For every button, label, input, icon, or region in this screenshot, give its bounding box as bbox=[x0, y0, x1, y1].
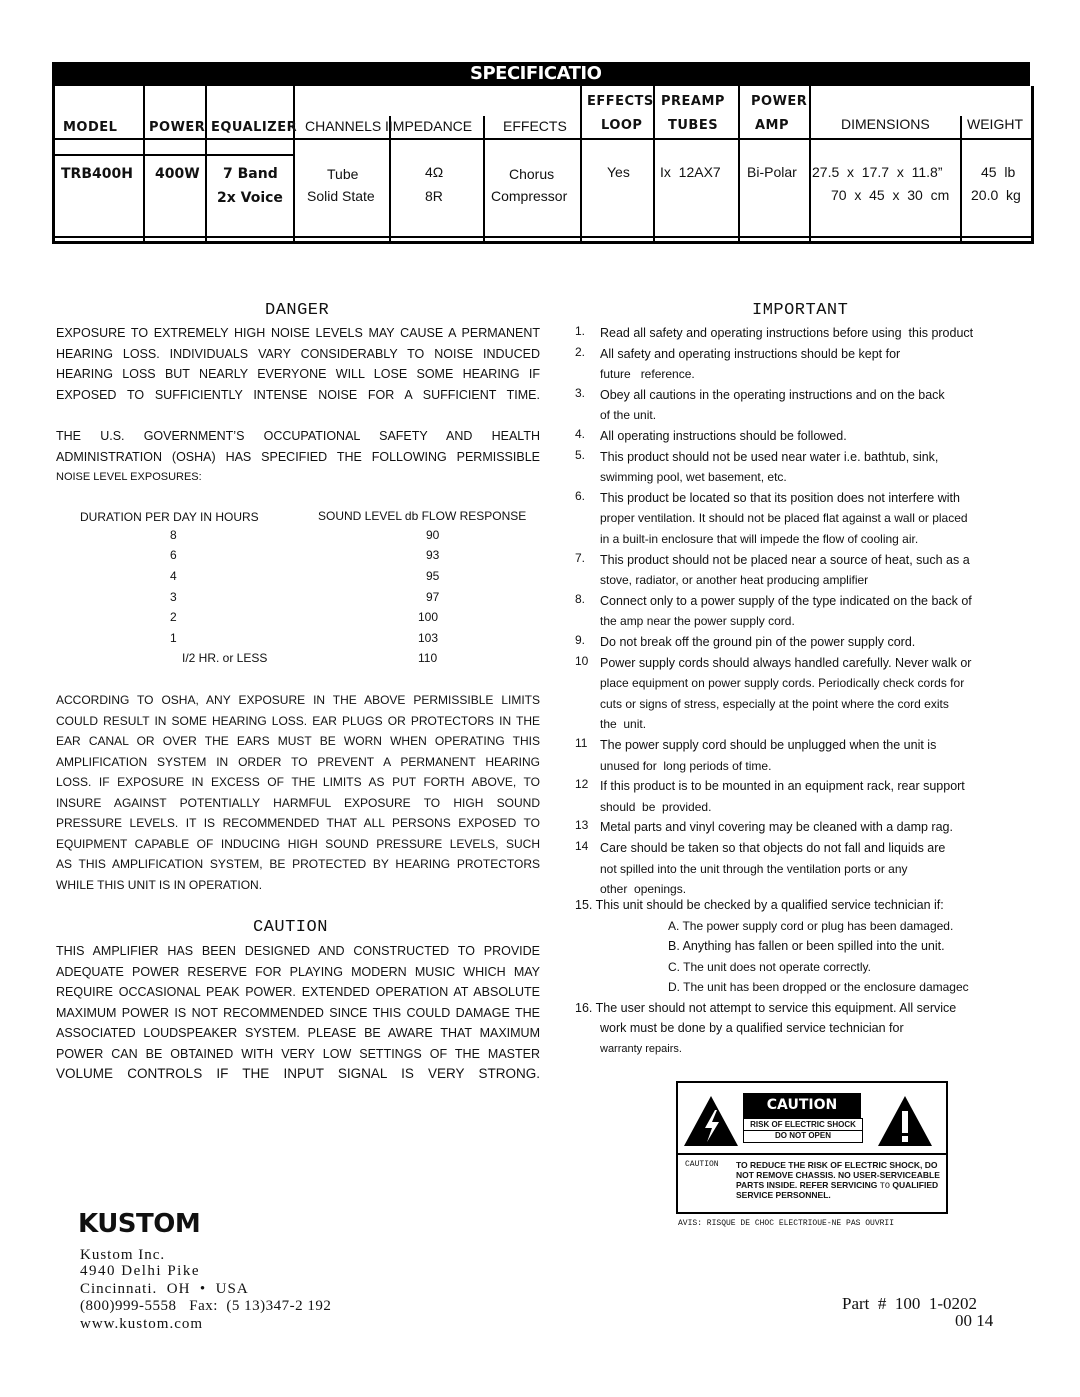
important-item-text: If this product is to be mounted in an equipment rack, rear support bbox=[600, 779, 965, 794]
label-risk-line-1: RISK OF ELECTRIC SHOCK bbox=[750, 1120, 856, 1129]
label-text-2: NOT REMOVE CHASSIS. NO USER-SERVICEABLE bbox=[736, 1170, 940, 1180]
noise-hours: 2 bbox=[170, 610, 177, 624]
cell-channels-1: Tube bbox=[327, 166, 359, 182]
noise-db: 97 bbox=[426, 590, 440, 604]
header-divider bbox=[55, 138, 1031, 140]
noise-hours: 8 bbox=[170, 528, 177, 542]
noise-db: 93 bbox=[426, 548, 440, 562]
important-item-number: 5. bbox=[575, 447, 586, 462]
text-line: PRESSURE LEVELS. IT IS RECOMMENDED THAT ALL PERSONS EXPOSED TO bbox=[56, 816, 540, 830]
cell-loop: Yes bbox=[607, 164, 630, 180]
important-item-text: Connect only to a power supply of the type indicated on the back of bbox=[600, 593, 972, 608]
header-channels: CHANNELS bbox=[305, 118, 382, 134]
header-effects-loop-2: LOOP bbox=[601, 118, 643, 133]
text-line: EAR CANAL OR OVER THE EARS MUST BE WORN WHEN OPERATING THIS bbox=[56, 734, 540, 748]
sub-item-c: C. The unit does not operate correctly. bbox=[668, 960, 871, 974]
noise-hours: 6 bbox=[170, 548, 177, 562]
text-line: ADMINISTRATION (OSHA) HAS SPECIFIED THE FOLLOWING PERMISSIBLE bbox=[56, 449, 540, 464]
spec-title: SPECIFICATIO bbox=[470, 63, 602, 84]
important-item-number: 8. bbox=[575, 591, 586, 606]
important-item-text: Power supply cords should always handled carefully. Never walk or bbox=[600, 655, 972, 670]
cell-power: 400W bbox=[155, 166, 200, 182]
cell-tubes: Ix 12AX7 bbox=[660, 164, 721, 180]
sub-item-b: B. Anything has fallen or been spilled into the unit. bbox=[668, 939, 945, 953]
text-line: THIS AMPLIFIER HAS BEEN DESIGNED AND CONSTRUCTED TO PROVIDE bbox=[56, 944, 540, 958]
text-line: COULD RESULT IN SOME HEARING LOSS. EAR PLUGS OR PROTECTORS IN THE bbox=[56, 713, 540, 728]
label-text-3a: PARTS INSIDE. REFER SERVICING bbox=[736, 1180, 878, 1190]
cell-dimensions-2: 70 x 45 x 30 cm bbox=[831, 187, 950, 203]
danger-paragraph-1 bbox=[56, 323, 540, 405]
col-divider bbox=[389, 116, 391, 241]
important-item-text: All safety and operating instructions should be kept for bbox=[600, 346, 901, 361]
important-item-text: Metal parts and vinyl covering may be cleaned with a damp rag. bbox=[600, 820, 953, 835]
important-item-number: 3. bbox=[575, 385, 586, 400]
noise-db: 90 bbox=[426, 528, 440, 542]
text-line: LOSS. IF EXPOSURE IN EXCESS OF THE LIMITS AS PUT FORTH ABOVE, TO bbox=[56, 775, 540, 789]
noise-hours: 1 bbox=[170, 631, 177, 645]
label-text-4: SERVICE PERSONNEL. bbox=[736, 1190, 831, 1200]
cell-eq-1: 7 Band bbox=[223, 166, 278, 182]
noise-table-head-right: SOUND LEVEL db FLOW RESPONSE bbox=[318, 509, 527, 523]
text-line: EQUIPMENT CAPABLE OF INDUCING HIGH SOUND PRESSURE LEVELS, SUCH bbox=[56, 836, 540, 851]
text-line: ACCORDING TO OSHA, ANY EXPOSURE IN THE ABOVE PERMISSIBLE LIMITS bbox=[56, 693, 540, 707]
sub-item-d: D. The unit has been dropped or the enclosure damagec bbox=[668, 980, 969, 994]
important-item-text: in a built-in enclosure that will impede the flow of cooling air. bbox=[600, 532, 919, 546]
important-item-number: 4. bbox=[575, 427, 586, 441]
col-divider bbox=[653, 86, 655, 241]
caution-heading: CAUTION bbox=[253, 918, 328, 937]
text-line: HEARING LOSS. INDIVIDUALS VARY CONSIDERABLY TO NOISE INDUCED bbox=[56, 346, 540, 361]
header-power-amp: POWER bbox=[751, 94, 808, 109]
important-item-number: 7. bbox=[575, 550, 586, 565]
text-line: MAXIMUM POWER IS NOT RECOMMENDED SINCE THIS COULD DAMAGE THE bbox=[56, 1005, 540, 1020]
important-item-text: not spilled into the unit through the ventilation ports or any bbox=[600, 861, 908, 876]
text-line: EXPOSED TO SUFFICIENTLY INTENSE NOISE FOR A SUFFICIENT TIME. bbox=[56, 387, 540, 402]
noise-table-head-left: DURATION PER DAY IN HOURS bbox=[80, 510, 259, 524]
spec-table bbox=[52, 86, 1034, 244]
important-item-text: the amp near the power supply cord. bbox=[600, 614, 795, 629]
col-divider bbox=[960, 116, 962, 241]
important-item-number: 13 bbox=[575, 818, 589, 833]
important-item-text: Care should be taken so that objects do not fall and liquids are bbox=[600, 841, 946, 855]
important-item-16-line-3: warranty repairs. bbox=[600, 1043, 682, 1055]
col-divider bbox=[293, 86, 295, 241]
important-item-number: 6. bbox=[575, 488, 586, 503]
cell-impedance-1: 4Ω bbox=[425, 164, 444, 180]
label-text-3b: TO bbox=[879, 1181, 890, 1191]
important-item-text: should be provided. bbox=[600, 799, 712, 814]
col-divider bbox=[738, 86, 740, 241]
header-dimensions: DIMENSIONS bbox=[841, 116, 930, 132]
important-item-text: Do not break off the ground pin of the power supply cord. bbox=[600, 635, 916, 649]
text-line: REQUIRE OCCASIONAL PEAK POWER. EXTENDED OPERATION AT ABSOLUTE bbox=[56, 985, 540, 999]
danger-heading: DANGER bbox=[265, 301, 330, 320]
address-company: Kustom Inc. bbox=[80, 1247, 166, 1263]
kustom-logo: KUSTOM bbox=[78, 1209, 201, 1239]
cell-impedance-2: 8R bbox=[425, 188, 443, 204]
cell-effects-1: Chorus bbox=[509, 166, 555, 182]
important-item-text: swimming pool, wet basement, etc. bbox=[600, 470, 787, 485]
noise-db: 110 bbox=[418, 651, 438, 665]
col-divider bbox=[205, 86, 207, 241]
noise-db: 95 bbox=[426, 569, 440, 583]
text-line: HEARING LOSS BUT NEARLY EVERYONE WILL LOSE SOME HEARING IF bbox=[56, 367, 540, 381]
cell-dimensions-1: 27.5 x 17.7 x 11.8” bbox=[812, 164, 943, 180]
important-item-text: stove, radiator, or another heat producing amplifier bbox=[600, 573, 869, 588]
important-item-16: 16. The user should not attempt to service this equipment. All service bbox=[575, 1001, 957, 1015]
important-item-text: All operating instructions should be followed. bbox=[600, 429, 847, 443]
noise-hours: I/2 HR. or LESS bbox=[182, 651, 268, 665]
header-power: POWER bbox=[149, 120, 206, 135]
important-item-number: 11 bbox=[575, 736, 588, 750]
header-model: MODEL bbox=[63, 120, 118, 135]
header-effects: EFFECTS bbox=[503, 118, 567, 134]
important-item-text: the unit. bbox=[600, 717, 647, 732]
important-item-number: 9. bbox=[575, 633, 586, 647]
text-line: VOLUME CONTROLS IF THE INPUT SIGNAL IS VERY STRONG. bbox=[56, 1066, 540, 1081]
important-item-16-line-2: work must be done by a qualified service technician for bbox=[600, 1021, 904, 1035]
label-text-1: TO REDUCE THE RISK OF ELECTRIC SHOCK, DO bbox=[736, 1160, 938, 1170]
cell-weight-2: 20.0 kg bbox=[971, 187, 1021, 203]
part-number-2: 00 14 bbox=[955, 1311, 994, 1330]
cell-effects-2: Compressor bbox=[491, 188, 568, 204]
important-item-text: This product be located so that its position does not interfere with bbox=[600, 490, 960, 505]
important-item-text: Obey all cautions in the operating instructions and on the back bbox=[600, 387, 945, 402]
important-item-text: future reference. bbox=[600, 367, 695, 382]
text-line: EXPOSURE TO EXTREMELY HIGH NOISE LEVELS MAY CAUSE A PERMANENT bbox=[56, 326, 540, 340]
important-item-15: 15. This unit should be checked by a qualified service technician if: bbox=[575, 898, 944, 912]
label-caution-title: CAUTION bbox=[743, 1093, 861, 1118]
header-effects-loop: EFFECTS bbox=[587, 94, 654, 109]
cell-amp: Bi-Polar bbox=[747, 164, 797, 180]
danger-paragraph-3 bbox=[56, 690, 540, 895]
header-power-amp-2: AMP bbox=[755, 118, 790, 133]
important-item-text: This product should not be used near water i.e. bathtub, sink, bbox=[600, 449, 939, 464]
cell-weight-1: 45 lb bbox=[981, 164, 1016, 180]
important-item-text: unused for long periods of time. bbox=[600, 758, 772, 773]
address-street: 4940 Delhi Pike bbox=[80, 1263, 200, 1279]
sub-item-a: A. The power supply cord or plug has been damaged. bbox=[668, 919, 954, 933]
col-divider bbox=[580, 86, 582, 241]
cell-model: TRB400H bbox=[61, 166, 133, 182]
part-number: Part # 100 1-0202 bbox=[842, 1294, 978, 1313]
label-avis: AVIS: RISQUE DE CHOC ELECTRIOUE-NE PAS OUVRII bbox=[678, 1219, 895, 1228]
label-text-3c: QUALIFIED bbox=[892, 1180, 939, 1190]
important-item-number: 2. bbox=[575, 344, 586, 359]
header-preamp-tubes: TUBES bbox=[668, 118, 719, 133]
text-line: POWER CAN BE OBTAINED WITH VERY LOW SETTINGS OF THE MASTER bbox=[56, 1046, 540, 1061]
col-divider bbox=[809, 86, 811, 241]
text-line: AS THIS AMPLIFICATION SYSTEM, BE PROTECTED BY HEARING PROTECTORS bbox=[56, 857, 540, 871]
address-website[interactable]: www.kustom.com bbox=[80, 1316, 204, 1332]
address-phone: (800)999-5558 Fax: (5 13)347-2 192 bbox=[80, 1298, 332, 1314]
text-line: ADEQUATE POWER RESERVE FOR PLAYING MODERN MUSIC WHICH MAY bbox=[56, 964, 540, 979]
important-item-text: This product should not be placed near a source of heat, such as a bbox=[600, 552, 970, 567]
text-line: INSURE AGAINST POTENTIALLY HARMFUL EXPOSURE TO HIGH SOUND bbox=[56, 795, 540, 810]
label-risk-line-2: DO NOT OPEN bbox=[744, 1130, 862, 1141]
important-item-number: 12 bbox=[575, 777, 589, 792]
important-item-text: The power supply cord should be unplugged when the unit is bbox=[600, 738, 937, 752]
label-caution-small: CAUTION bbox=[685, 1160, 719, 1169]
noise-hours: 4 bbox=[170, 569, 177, 583]
important-item-text: Read all safety and operating instructions before using this product bbox=[600, 326, 974, 340]
header-impedance: IIMPEDANCE bbox=[385, 118, 473, 134]
text-line: ASSOCIATED LOUDSPEAKER SYSTEM. PLEASE BE AWARE THAT MAXIMUM bbox=[56, 1026, 540, 1040]
header-preamp: PREAMP bbox=[661, 94, 725, 109]
label-divider bbox=[676, 1153, 946, 1155]
col-divider bbox=[483, 116, 485, 241]
important-item-text: proper ventilation. It should not be placed flat against a wall or placed bbox=[600, 511, 968, 526]
text-line: WHILE THIS UNIT IS IN OPERATION. bbox=[56, 877, 263, 892]
text-line: NOISE LEVEL EXPOSURES: bbox=[56, 471, 202, 483]
important-item-text: cuts or signs of stress, especially at the point where the cord exits bbox=[600, 696, 949, 711]
important-item-text: place equipment on power supply cords. Periodically check cords for bbox=[600, 676, 965, 691]
caution-paragraph bbox=[56, 941, 540, 1085]
cell-channels-2: Solid State bbox=[307, 188, 375, 204]
text-line: AMPLIFICATION SYSTEM IN ORDER TO PREVENT A PERMANENT HEARING bbox=[56, 754, 540, 769]
important-item-number: 14 bbox=[575, 839, 589, 853]
header-equalizer: EQUALIZER bbox=[211, 120, 298, 135]
danger-paragraph-2 bbox=[56, 426, 540, 488]
important-item-text: of the unit. bbox=[600, 408, 657, 423]
important-heading: IMPORTANT bbox=[752, 301, 849, 320]
noise-hours: 3 bbox=[170, 590, 177, 604]
noise-db: 103 bbox=[418, 631, 439, 645]
label-risk-box bbox=[743, 1118, 863, 1143]
address-city: Cincinnati. OH • USA bbox=[80, 1281, 249, 1297]
exclamation-warning-icon bbox=[876, 1094, 934, 1148]
noise-db: 100 bbox=[418, 610, 439, 624]
text-line: THE U.S. GOVERNMENT’S OCCUPATIONAL SAFETY AND HEALTH bbox=[56, 429, 540, 443]
row-divider bbox=[55, 154, 295, 156]
cell-eq-2: 2x Voice bbox=[217, 190, 283, 206]
table-bottom-line bbox=[55, 236, 1031, 238]
col-divider bbox=[143, 86, 145, 241]
important-item-number: 10 bbox=[575, 653, 589, 668]
header-weight: WEIGHT bbox=[967, 116, 1023, 132]
lightning-warning-icon bbox=[682, 1094, 740, 1148]
important-item-number: 1. bbox=[575, 324, 586, 338]
important-item-text: other openings. bbox=[600, 882, 687, 897]
